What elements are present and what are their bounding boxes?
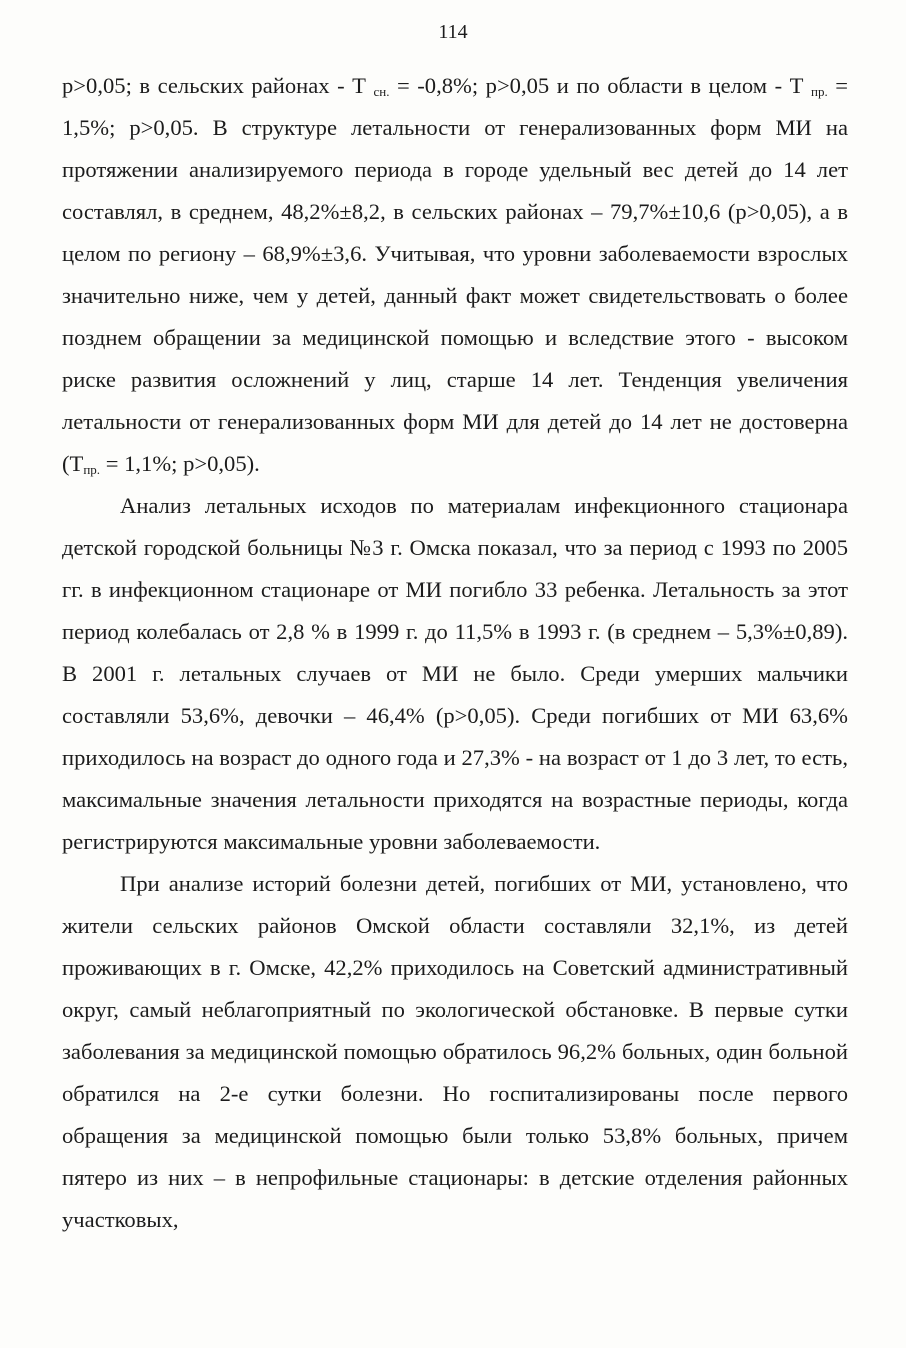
page-number: 114: [438, 21, 468, 43]
subscript: пр.: [83, 462, 101, 477]
subscript: сн.: [373, 84, 390, 99]
body-text: [62, 65, 848, 1241]
text-run: р>0,05; в сельских районах - Т: [62, 73, 374, 98]
text-run: Анализ летальных исходов по материалам инфекционного стационара детской городской больницы №3 г. Омска показал, что за период с 1993 по 2005 гг. в инфекционном стационаре от МИ погибло 33 ребенка. Летальность за этот период колебалась от 2,8 % в 1999 г. до 11,5% в 1993 г. (в среднем – 5,3%±0,89). В 2001 г. летальных случаев от МИ не было. Среди умерших мальчики составляли 53,6%, девочки – 46,4% (р>0,05). Среди погибших от МИ 63,6% приходилось на возраст до одного года и 27,3% - на возраст от 1 до 3 лет, то есть, максимальные значения летальности приходятся на возрастные периоды, когда регистрируются максимальные уровни заболеваемости.: [62, 493, 848, 854]
text-run: = -0,8%; р>0,05 и по области в целом - Т: [389, 73, 812, 98]
text-run: При анализе историй болезни детей, погибших от МИ, установлено, что жители сельских районов Омской области составляли 32,1%, из детей проживающих в г. Омске, 42,2% приходилось на Советский административный округ, самый неблагоприятный по экологической обстановке. В первые сутки заболевания за медицинской помощью обратилось 96,2% больных, один больной обратился на 2-е сутки болезни. Но госпитализированы после первого обращения за медицинской помощью были только 53,8% больных, причем пятеро из них – в непрофильные стационары: в детские отделения районных участковых,: [62, 871, 848, 1232]
subscript: пр.: [811, 84, 828, 99]
paragraph-p2: [62, 485, 848, 863]
paragraph-p1: [62, 65, 848, 485]
text-run: = 1,5%; р>0,05. В структуре летальности от генерализованных форм МИ на протяжении анализируемого периода в городе удельный вес детей до 14 лет составлял, в среднем, 48,2%±8,2, в сельских районах – 79,7%±10,6 (р>0,05), а в целом по региону – 68,9%±3,6. Учитывая, что уровни заболеваемости взрослых значительно ниже, чем у детей, данный факт может свидетельствовать о более позднем обращении за медицинской помощью и вследствие этого - высоком риске развития осложнений у лиц, старше 14 лет. Тенденция увеличения летальности от генерализованных форм МИ для детей до 14 лет не достоверна (Т: [62, 73, 849, 476]
text-run: = 1,1%; р>0,05).: [100, 451, 260, 476]
paragraph-p3: [62, 863, 848, 1241]
